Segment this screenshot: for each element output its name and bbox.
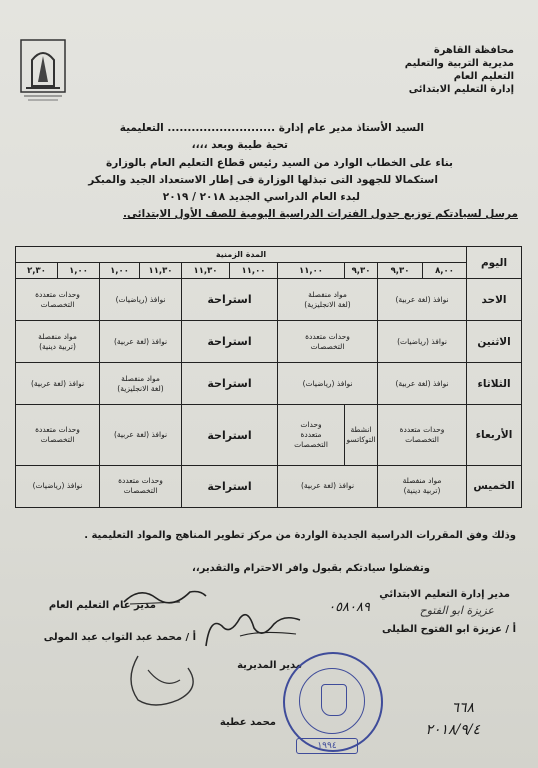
stamp-serial: ١٩٩٤ — [296, 738, 358, 754]
time-cell: ١,٠٠ — [58, 263, 100, 279]
subject-cell: وحدات متعددة التخصصات — [378, 405, 467, 465]
intro-line-3: لبدء العام الدراسي الجديد ٢٠١٨ / ٢٠١٩ — [162, 191, 360, 203]
time-cell: ٨,٠٠ — [423, 263, 467, 279]
time-cell: ١,٠٠ — [100, 263, 140, 279]
break-cell: استراحة — [182, 405, 278, 465]
handwritten-date: ٢٠١٨/٩/٤ — [425, 722, 480, 738]
subject-cell: نوافذ (رياضيات) — [16, 465, 100, 507]
day-cell: الخميس — [467, 465, 522, 507]
subject-cell: نوافذ (لغة عربية) — [278, 465, 378, 507]
subject-cell: مواد منفصلة (تربية دينية) — [378, 465, 467, 507]
break-cell: استراحة — [182, 363, 278, 405]
eagle-emblem-icon — [321, 684, 347, 716]
day-cell: الاثنين — [467, 321, 522, 363]
director-name: محمد عطية — [219, 717, 276, 728]
intro-line-2: استكمالا للجهود التى تبذلها الوزارة فى إطار الاستعداد الجيد والمبكر — [88, 174, 438, 186]
intro-line-4: مرسل لسيادتكم توزيع جدول الفترات الدراسية اليومية للصف الأول الابتدائى. — [123, 208, 518, 220]
left-signatory-name: أ / محمد عبد التواب عبد المولى — [43, 632, 196, 643]
time-cell: ٩,٣٠ — [345, 263, 378, 279]
letterhead — [405, 44, 514, 96]
header-primary-administration: إدارة التعليم الابتدائى — [408, 84, 514, 95]
subject-cell: نوافذ (رياضيات) — [278, 363, 378, 405]
subject-cell: نوافذ (رياضيات) — [100, 279, 182, 321]
table-row — [16, 279, 522, 321]
director-title: مدير المديرية — [237, 660, 302, 671]
right-signatory-title: مدير إدارة التعليم الابتدائي — [379, 589, 510, 600]
subject-cell: نوافذ (لغة عربية) — [378, 363, 467, 405]
bottom-signature-scribble-icon — [118, 650, 208, 710]
subject-cell: وحدات متعددة التخصصات — [16, 405, 100, 465]
break-cell: استراحة — [182, 321, 278, 363]
subject-cell: وحدات متعددة التخصصات — [278, 321, 378, 363]
day-cell: الأربعاء — [467, 405, 522, 465]
right-handwritten-signature: عزيزة ابو الفتوح — [419, 604, 494, 617]
ministry-logo-icon — [18, 38, 68, 104]
handwritten-number: ٠٥٨٠٨٩ — [328, 600, 370, 615]
time-cell: ١١,٣٠ — [182, 263, 230, 279]
subject-cell: مواد منفصلة (تربية دينية) — [16, 321, 100, 363]
table-row — [16, 363, 522, 405]
header-directorate: مديرية التربية والتعليم — [404, 58, 514, 69]
subject-cell: نوافذ (لغة عربية) — [100, 321, 182, 363]
subject-cell: مواد منفصلة (لغة الانجليزية) — [278, 279, 378, 321]
time-cell: ٩,٣٠ — [378, 263, 423, 279]
time-cell: ١١,٣٠ — [140, 263, 182, 279]
subject-cell: وحدات متعددة التخصصات — [278, 405, 345, 465]
subject-cell: نوافذ (لغة عربية) — [100, 405, 182, 465]
day-cell: الثلاثاء — [467, 363, 522, 405]
greeting-line: تحية طيبة وبعد ،،،، — [191, 139, 288, 151]
time-cell: ٢,٣٠ — [16, 263, 58, 279]
closing-line-2: وتفضلوا سيادتكم بقبول وافر الاحترام والتقدير،، — [192, 563, 430, 574]
left-signatory-title: مدير عام التعليم العام — [48, 600, 156, 611]
subject-cell: وحدات متعددة التخصصات — [100, 465, 182, 507]
table-row — [16, 465, 522, 507]
subject-cell: وحدات متعددة التخصصات — [16, 279, 100, 321]
right-signatory-name: أ / عزيزة ابو الفتوح الطيلى — [381, 624, 516, 635]
header-general-education: التعليم العام — [453, 71, 514, 82]
subject-cell: نوافذ (رياضيات) — [378, 321, 467, 363]
addressee-line: السيد الأستاذ مدير عام إدارة ........................... التعليمية — [119, 122, 424, 134]
subject-cell: نوافذ (لغة عربية) — [378, 279, 467, 321]
schedule-table — [15, 246, 522, 508]
table-row — [16, 321, 522, 363]
header-governorate: محافظة القاهرة — [433, 45, 514, 56]
time-cell: ١١,٠٠ — [278, 263, 345, 279]
table-row — [16, 405, 522, 465]
break-cell: استراحة — [182, 465, 278, 507]
left-signature-scribble-icon — [120, 584, 210, 608]
time-cell: ١١,٠٠ — [230, 263, 278, 279]
subject-cell: انشطة التوكاتسو — [345, 405, 378, 465]
closing-line-1: وذلك وفق المقررات الدراسية الجديدة الواردة من مركز تطوير المناهج والمواد التعليمية . — [84, 530, 516, 541]
day-column-header: اليوم — [467, 247, 522, 279]
intro-line-1: بناء على الخطاب الوارد من السيد رئيس قطاع التعليم العام بالوزارة — [106, 157, 453, 169]
subject-cell: مواد منفصلة (لغة الانجليزية) — [100, 363, 182, 405]
period-header: المدة الزمنية — [16, 247, 467, 263]
center-signature-scribble-icon — [200, 606, 310, 650]
day-cell: الاحد — [467, 279, 522, 321]
subject-cell: نوافذ (لغة عربية) — [16, 363, 100, 405]
break-cell: استراحة — [182, 279, 278, 321]
official-stamp — [283, 652, 383, 752]
handwritten-reference-number: ٦٦٨ — [451, 700, 474, 716]
